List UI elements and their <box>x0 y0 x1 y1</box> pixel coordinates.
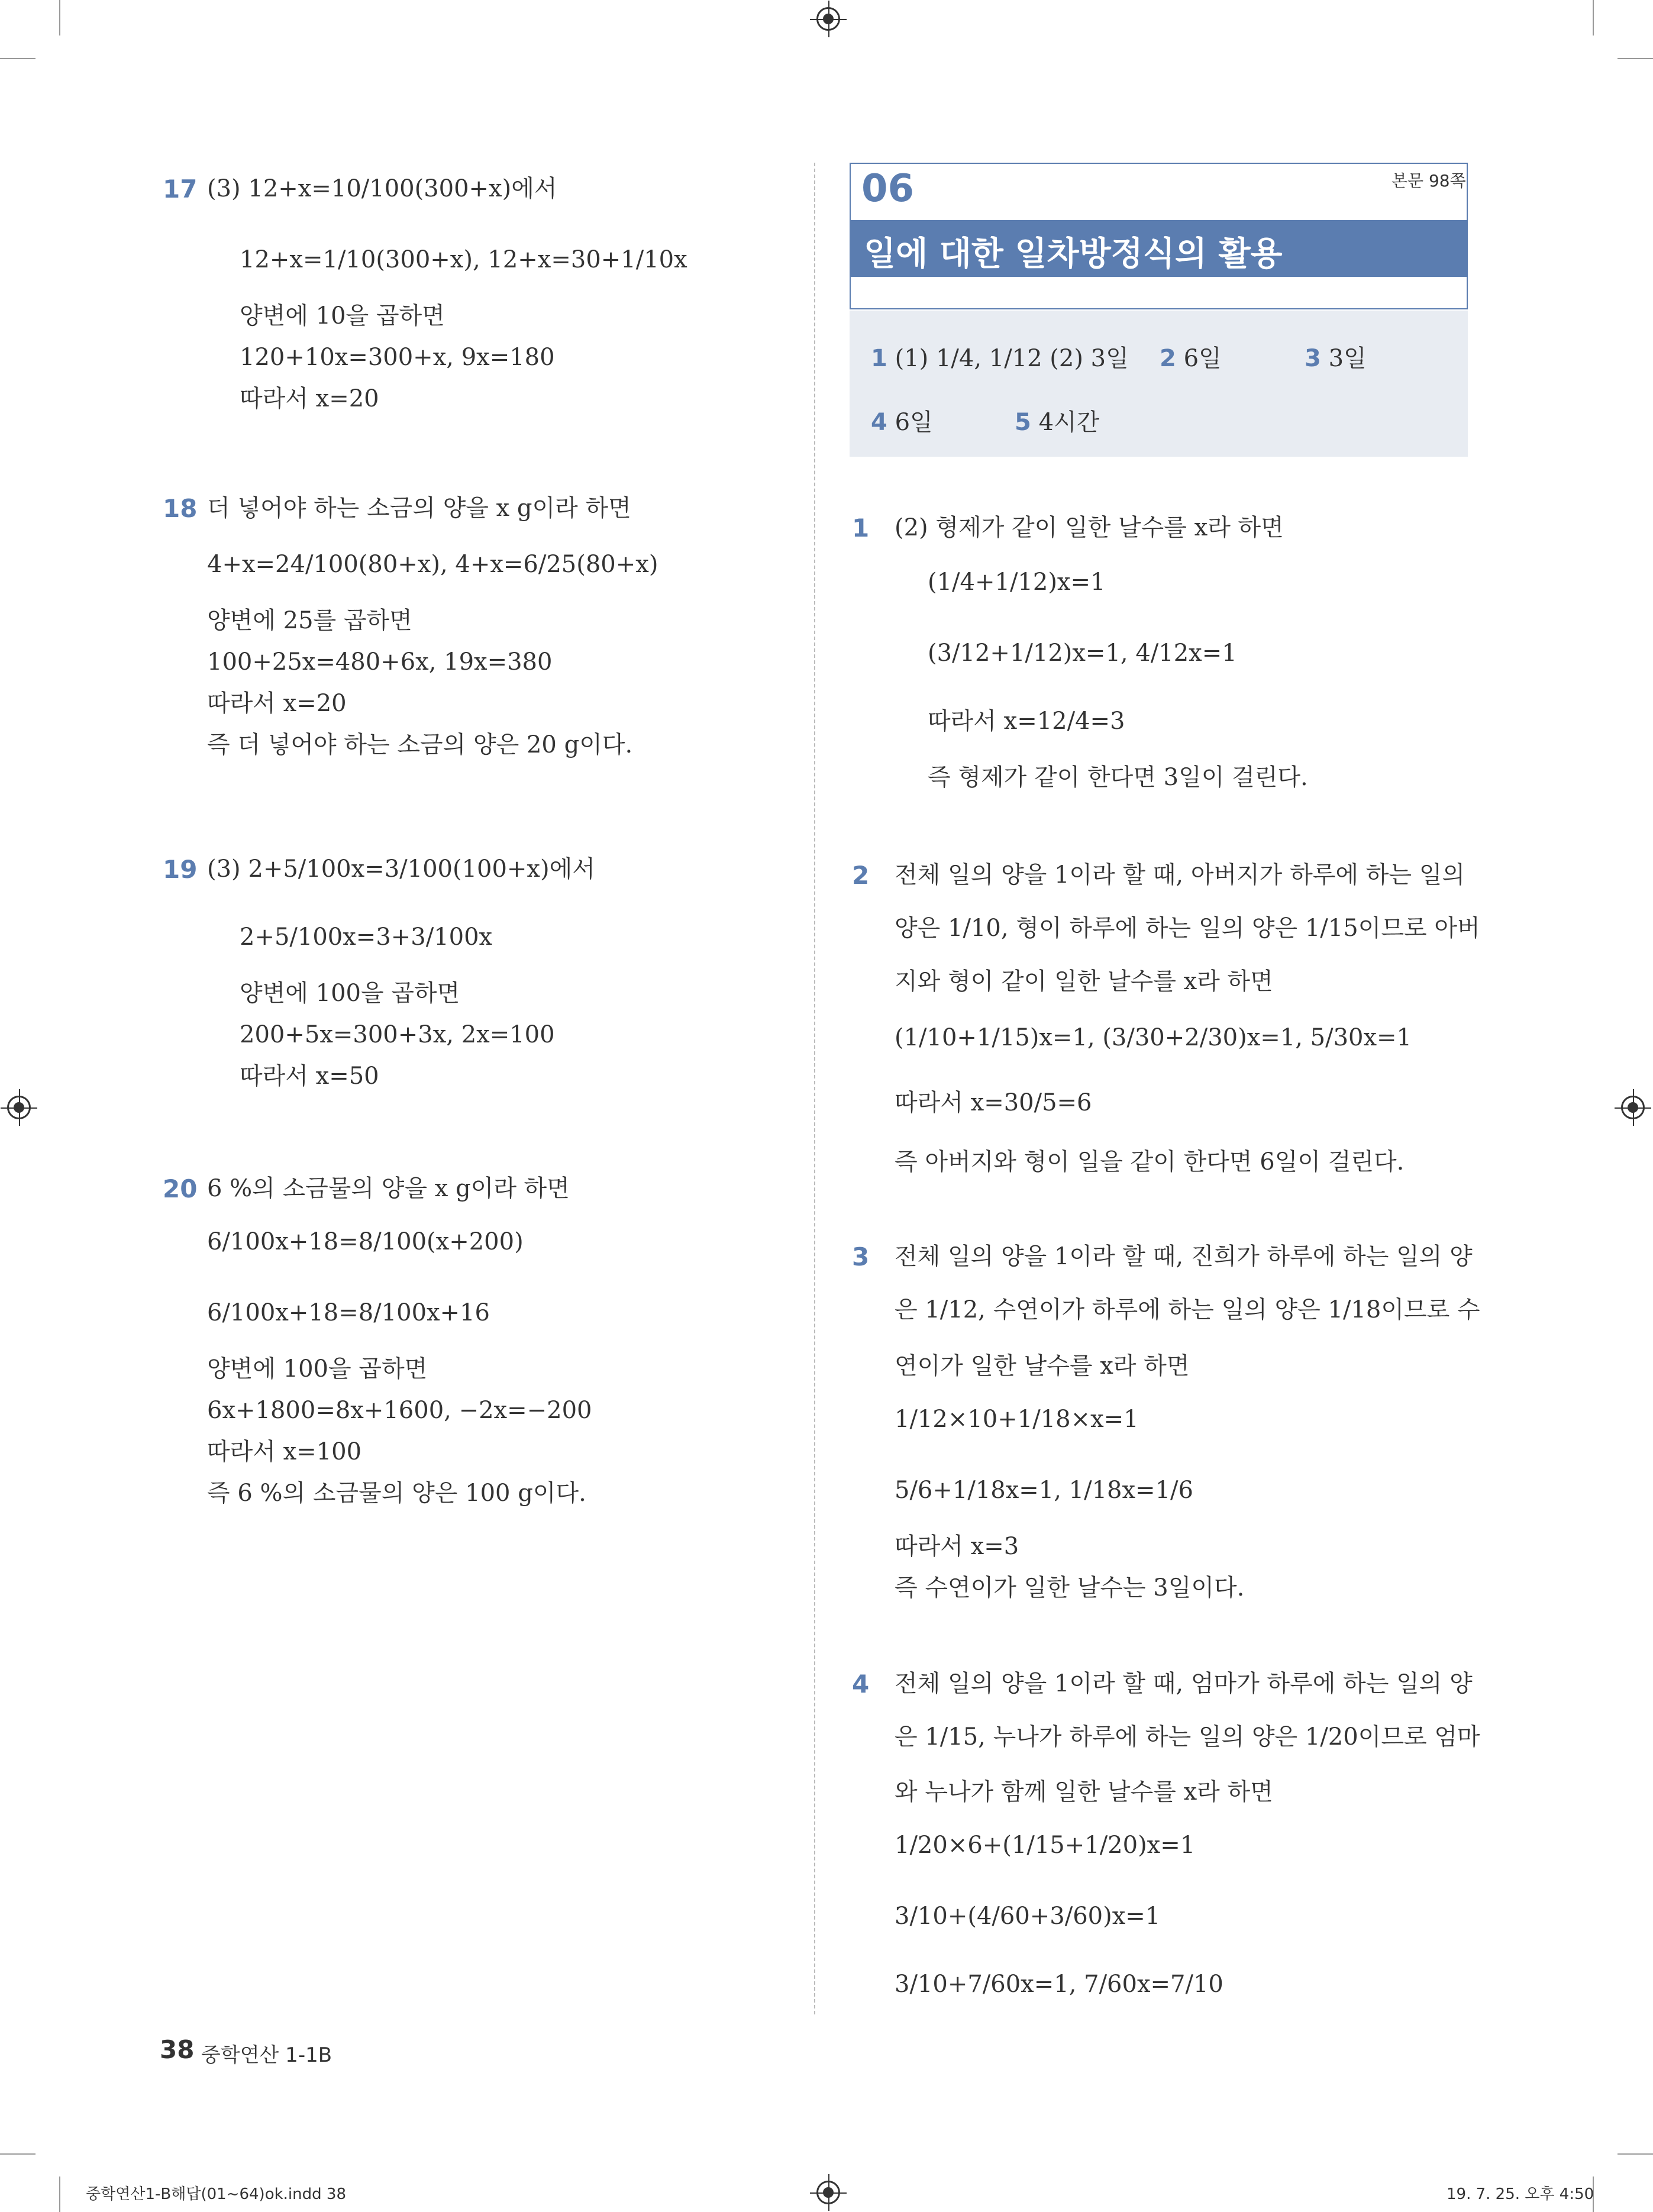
answer-summary-box <box>850 311 1468 457</box>
section-title: 일에 대한 일차방정식의 활용 <box>864 235 1283 273</box>
solution-line: (3) 2+5/100x=3/100(100+x)에서 <box>207 855 595 883</box>
solution-line: 3/10+(4/60+3/60)x=1 <box>895 1903 1161 1930</box>
crop-mark <box>1618 58 1653 59</box>
solution-line: 6/100x+18=8/100x+16 <box>207 1299 490 1326</box>
solution-line: 은 1/12, 수연이가 하루에 하는 일의 양은 1/18이므로 수 <box>895 1296 1480 1323</box>
answer-text: (1) 1/4, 1/12 (2) 3일 <box>895 345 1129 372</box>
solution-line: 양변에 25를 곱하면 <box>207 607 412 634</box>
registration-mark-icon <box>816 7 840 31</box>
file-slug: 중학연산1-B해답(01~64)ok.indd 38 <box>86 2185 346 2203</box>
solution-line: 즉 6 %의 소금물의 양은 100 g이다. <box>207 1480 586 1507</box>
solution-line: 더 넣어야 하는 소금의 양을 x g이라 하면 <box>207 495 631 522</box>
solution-line: 전체 일의 양을 1이라 할 때, 엄마가 하루에 하는 일의 양 <box>895 1670 1473 1697</box>
solution-line: 6 %의 소금물의 양을 x g이라 하면 <box>207 1175 570 1202</box>
solution-line: (2) 형제가 같이 일한 날수를 x라 하면 <box>895 514 1284 541</box>
solution-line: 지와 형이 같이 일한 날수를 x라 하면 <box>895 968 1273 995</box>
solution-line: 4+x=24/100(80+x), 4+x=6/25(80+x) <box>207 551 658 578</box>
book-title: 중학연산 1-1B <box>201 2043 332 2067</box>
solution-line: 6/100x+18=8/100(x+200) <box>207 1228 524 1255</box>
solution-line: 따라서 x=30/5=6 <box>895 1089 1092 1116</box>
solution-line: 양변에 10을 곱하면 <box>240 302 445 330</box>
answer-number: 4 <box>871 409 887 436</box>
crop-mark <box>1618 2153 1653 2155</box>
registration-mark-icon <box>816 2181 840 2204</box>
answer-item-5 <box>1015 408 1099 437</box>
problem-number-4: 4 <box>852 1670 870 1698</box>
solution-line: 120+10x=300+x, 9x=180 <box>240 344 555 371</box>
column-divider <box>814 163 815 2014</box>
solution-line: 따라서 x=20 <box>207 690 347 717</box>
solution-line: 양은 1/10, 형이 하루에 하는 일의 양은 1/15이므로 아버 <box>895 915 1480 942</box>
solution-line: 따라서 x=20 <box>240 385 379 412</box>
section-number: 06 <box>861 167 915 211</box>
problem-number-18: 18 <box>163 494 198 523</box>
solution-line: 1/20×6+(1/15+1/20)x=1 <box>895 1832 1196 1859</box>
problem-number-17: 17 <box>163 175 198 204</box>
answer-item-3 <box>1305 344 1367 373</box>
answer-text: 3일 <box>1328 345 1367 372</box>
solution-line: 6x+1800=8x+1600, −2x=−200 <box>207 1397 592 1424</box>
problem-number-19: 19 <box>163 855 198 884</box>
solution-line: 12+x=1/10(300+x), 12+x=30+1/10x <box>240 246 687 273</box>
solution-line: 따라서 x=12/4=3 <box>928 708 1125 735</box>
answer-item-4 <box>871 408 933 437</box>
solution-line: (3) 12+x=10/100(300+x)에서 <box>207 175 557 202</box>
crop-mark <box>0 58 35 59</box>
answer-text: 4시간 <box>1038 409 1100 436</box>
crop-mark <box>59 0 60 35</box>
solution-line: (1/4+1/12)x=1 <box>928 569 1106 596</box>
solution-line: 즉 아버지와 형이 일을 같이 한다면 6일이 걸린다. <box>895 1148 1405 1176</box>
solution-line: 100+25x=480+6x, 19x=380 <box>207 648 553 676</box>
problem-number-20: 20 <box>163 1174 198 1203</box>
solution-line: 즉 수연이가 일한 날수는 3일이다. <box>895 1574 1245 1601</box>
solution-line: 은 1/15, 누나가 하루에 하는 일의 양은 1/20이므로 엄마 <box>895 1723 1480 1751</box>
section-page-ref: 본문 98쪽 <box>1392 171 1466 190</box>
crop-mark <box>1593 0 1594 35</box>
registration-mark-icon <box>1621 1096 1645 1119</box>
problem-number-2: 2 <box>852 861 870 890</box>
answer-number: 3 <box>1305 345 1321 372</box>
problem-number-1: 1 <box>852 514 870 542</box>
solution-line: 200+5x=300+3x, 2x=100 <box>240 1021 555 1048</box>
solution-line: 즉 더 넣어야 하는 소금의 양은 20 g이다. <box>207 731 633 758</box>
solution-line: 2+5/100x=3+3/100x <box>240 923 493 951</box>
answer-text: 6일 <box>895 409 933 436</box>
solution-line: 3/10+7/60x=1, 7/60x=7/10 <box>895 1971 1223 1998</box>
crop-mark <box>59 2177 60 2212</box>
answer-item-1 <box>871 344 1129 373</box>
solution-line: 5/6+1/18x=1, 1/18x=1/6 <box>895 1477 1193 1504</box>
solution-line: 1/12×10+1/18×x=1 <box>895 1406 1139 1433</box>
solution-line: 연이가 일한 날수를 x라 하면 <box>895 1352 1190 1380</box>
solution-line: 즉 형제가 같이 한다면 3일이 걸린다. <box>928 764 1308 791</box>
print-timestamp: 19. 7. 25. 오후 4:50 <box>1447 2185 1594 2203</box>
solution-line: 양변에 100을 곱하면 <box>240 980 460 1007</box>
solution-line: 따라서 x=3 <box>895 1533 1019 1560</box>
page-number: 38 <box>160 2035 195 2064</box>
answer-number: 5 <box>1015 409 1031 436</box>
registration-mark-icon <box>7 1096 31 1119</box>
answer-number: 1 <box>871 345 887 372</box>
solution-line: (1/10+1/15)x=1, (3/30+2/30)x=1, 5/30x=1 <box>895 1024 1412 1051</box>
answer-number: 2 <box>1160 345 1176 372</box>
solution-line: 전체 일의 양을 1이라 할 때, 아버지가 하루에 하는 일의 <box>895 861 1465 889</box>
solution-line: 따라서 x=50 <box>240 1063 379 1090</box>
solution-line: 와 누나가 함께 일한 날수를 x라 하면 <box>895 1778 1273 1806</box>
crop-mark <box>0 2153 35 2155</box>
solution-line: (3/12+1/12)x=1, 4/12x=1 <box>928 640 1237 667</box>
problem-number-3: 3 <box>852 1242 870 1271</box>
solution-line: 양변에 100을 곱하면 <box>207 1355 428 1383</box>
answer-item-2 <box>1160 344 1222 373</box>
solution-line: 전체 일의 양을 1이라 할 때, 진희가 하루에 하는 일의 양 <box>895 1243 1473 1270</box>
answer-text: 6일 <box>1183 345 1222 372</box>
solution-line: 따라서 x=100 <box>207 1438 362 1465</box>
